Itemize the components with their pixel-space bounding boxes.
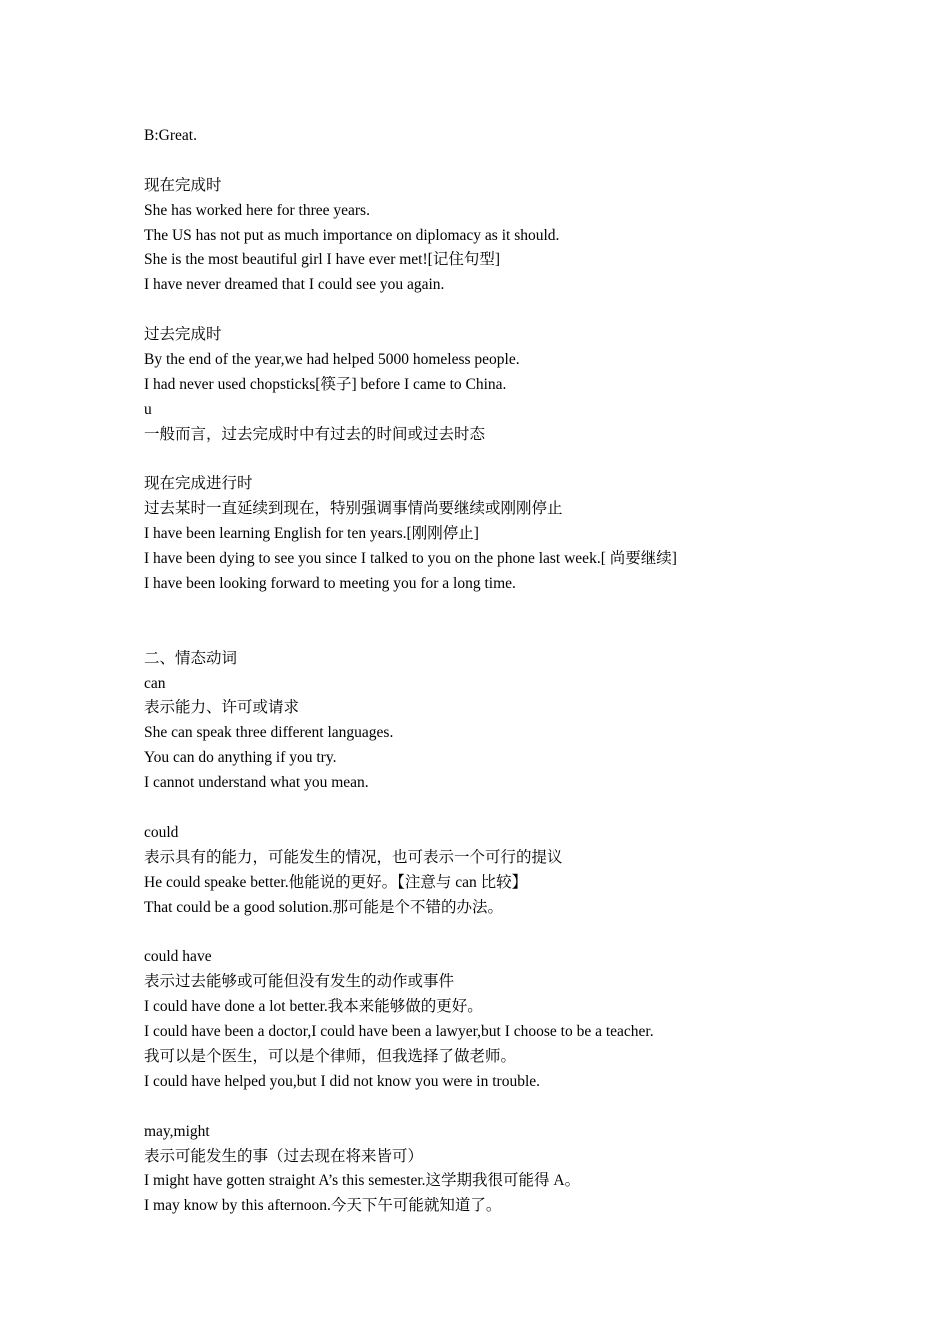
text-line: 表示过去能够或可能但没有发生的动作或事件	[144, 973, 455, 991]
text-line: I have been dying to see you since I talked to you on the phone last week.[ 尚要继续]	[144, 550, 677, 568]
text-line: I have been learning English for ten years.[刚刚停止]	[144, 525, 479, 543]
text-line: I have never dreamed that I could see you again.	[144, 276, 445, 294]
text-line: 过去完成时	[144, 326, 222, 344]
text-line: 我可以是个医生，可以是个律师，但我选择了做老师。	[144, 1047, 517, 1065]
text-line: u	[144, 400, 152, 418]
blank-line	[144, 298, 904, 323]
text-line: 表示可能发生的事（过去现在将来皆可）	[144, 1147, 424, 1165]
text-line: She has worked here for three years.	[144, 201, 370, 219]
text-line: I have been looking forward to meeting you for a long time.	[144, 575, 516, 593]
text-line: I cannot understand what you mean.	[144, 774, 369, 792]
text-line: 现在完成进行时	[144, 475, 253, 493]
text-line: I had never used chopsticks[筷子] before I came to China.	[144, 375, 507, 393]
text-line: I might have gotten straight A’s this semester.这学期我很可能得 A。	[144, 1172, 581, 1190]
text-line: I could have done a lot better.我本来能够做的更好。	[144, 998, 483, 1016]
text-line: could have	[144, 948, 212, 966]
text-line: 表示具有的能力，可能发生的情况，也可表示一个可行的提议	[144, 848, 563, 866]
text-line: He could speake better.他能说的更好。【注意与 can 比较】	[144, 873, 528, 891]
text-line: By the end of the year,we had helped 5000 homeless people.	[144, 351, 520, 369]
blank-line	[144, 597, 904, 622]
blank-line	[144, 149, 904, 174]
text-line: 现在完成时	[144, 176, 222, 194]
text-line: I could have been a doctor,I could have been a lawyer,but I choose to be a teacher.	[144, 1023, 654, 1041]
text-line: You can do anything if you try.	[144, 749, 337, 767]
blank-line	[144, 1095, 904, 1120]
text-line: B:Great.	[144, 127, 197, 144]
text-line: could	[144, 823, 179, 841]
text-line: 二、情态动词	[144, 649, 238, 667]
text-line: That could be a good solution.那可能是个不错的办法。	[144, 898, 504, 916]
text-line: 表示能力、许可或请求	[144, 699, 300, 717]
text-line: 过去某时一直延续到现在，特别强调事情尚要继续或刚刚停止	[144, 500, 563, 518]
text-line: may,might	[144, 1122, 210, 1140]
document-body	[144, 124, 904, 1219]
blank-line	[144, 921, 904, 946]
blank-line	[144, 448, 904, 473]
text-line: She is the most beautiful girl I have ever met![记住句型]	[144, 251, 500, 269]
blank-line	[144, 622, 904, 647]
text-line: She can speak three different languages.	[144, 724, 394, 742]
text-line: can	[144, 674, 166, 692]
blank-line	[144, 796, 904, 821]
text-line: I could have helped you,but I did not know you were in trouble.	[144, 1072, 541, 1090]
text-line: I may know by this afternoon.今天下午可能就知道了。	[144, 1197, 502, 1215]
text-line: 一般而言，过去完成时中有过去的时间或过去时态	[144, 425, 486, 443]
text-line: The US has not put as much importance on diplomacy as it should.	[144, 226, 560, 244]
